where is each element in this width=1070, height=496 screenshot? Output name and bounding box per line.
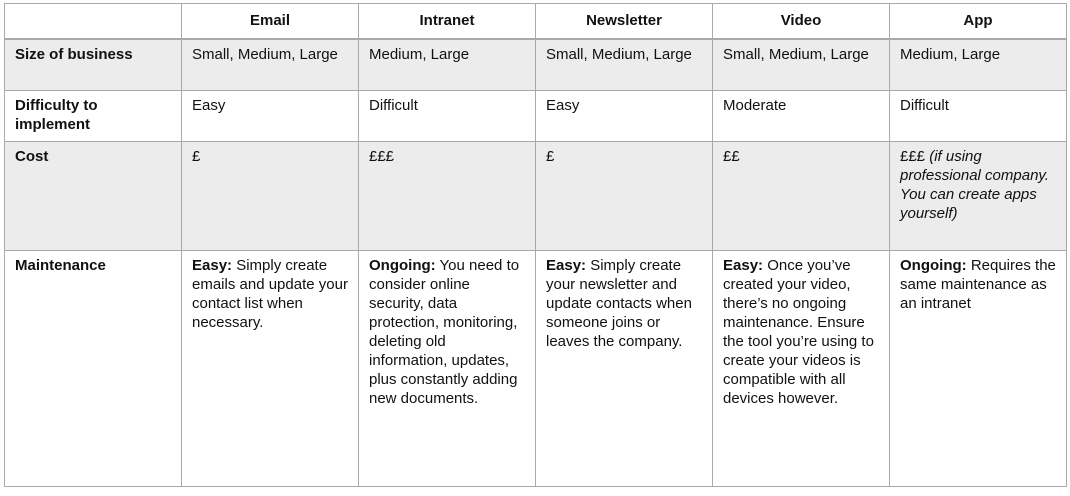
row-label-cost: Cost (5, 141, 182, 250)
table-row-size (5, 39, 1067, 90)
cost-value: £££ (900, 147, 930, 165)
row-label-difficulty: Difficulty to implement (5, 90, 182, 141)
column-header-app: App (890, 4, 1067, 40)
row-label-size: Size of business (5, 39, 182, 90)
row-label-maintenance: Maintenance (5, 250, 182, 486)
table-cell (536, 250, 713, 486)
maintenance-level: Ongoing: (369, 256, 436, 274)
table-row-cost (5, 141, 1067, 250)
maintenance-text: Once you’ve created your video, there’s no ongoing maintenance. Ensure the tool you’re using to create your videos is compatible with all devices however. (723, 256, 874, 407)
table-cell: £ (182, 141, 359, 250)
column-header-video: Video (713, 4, 890, 40)
table-cell: Medium, Large (359, 39, 536, 90)
table-cell: Small, Medium, Large (713, 39, 890, 90)
maintenance-level: Ongoing: (900, 256, 967, 274)
column-header-email: Email (182, 4, 359, 40)
maintenance-level: Easy: (723, 256, 764, 274)
table-cell: Easy (182, 90, 359, 141)
column-header-newsletter: Newsletter (536, 4, 713, 40)
column-header-intranet: Intranet (359, 4, 536, 40)
maintenance-level: Easy: (546, 256, 587, 274)
header-row (5, 4, 1067, 40)
comparison-table (4, 3, 1067, 487)
table-cell: £ (536, 141, 713, 250)
table-cell: Difficult (359, 90, 536, 141)
table-cell: Medium, Large (890, 39, 1067, 90)
header-corner (5, 4, 182, 40)
maintenance-text: Simply create emails and update your contact list when necessary. (192, 256, 348, 331)
table-cell (713, 250, 890, 486)
table-cell: Moderate (713, 90, 890, 141)
table-cell (890, 141, 1067, 250)
table-cell (890, 250, 1067, 486)
table-cell: Small, Medium, Large (536, 39, 713, 90)
table-cell: Small, Medium, Large (182, 39, 359, 90)
table-cell: £££ (359, 141, 536, 250)
maintenance-text: Simply create your newsletter and update contacts when someone joins or leaves the company. (546, 256, 692, 350)
maintenance-level: Easy: (192, 256, 233, 274)
table-cell: Difficult (890, 90, 1067, 141)
maintenance-text: You need to consider online security, data protection, monitoring, deleting old information, updates, plus constantly adding new documents. (369, 256, 520, 407)
table-cell: Easy (536, 90, 713, 141)
table-cell: ££ (713, 141, 890, 250)
table-row-difficulty (5, 90, 1067, 141)
table-cell (359, 250, 536, 486)
table-cell (182, 250, 359, 486)
table-row-maintenance (5, 250, 1067, 486)
cost-note: (if using professional company. You can create apps yourself) (900, 147, 1049, 222)
maintenance-text: Requires the same maintenance as an intranet (900, 256, 1056, 312)
